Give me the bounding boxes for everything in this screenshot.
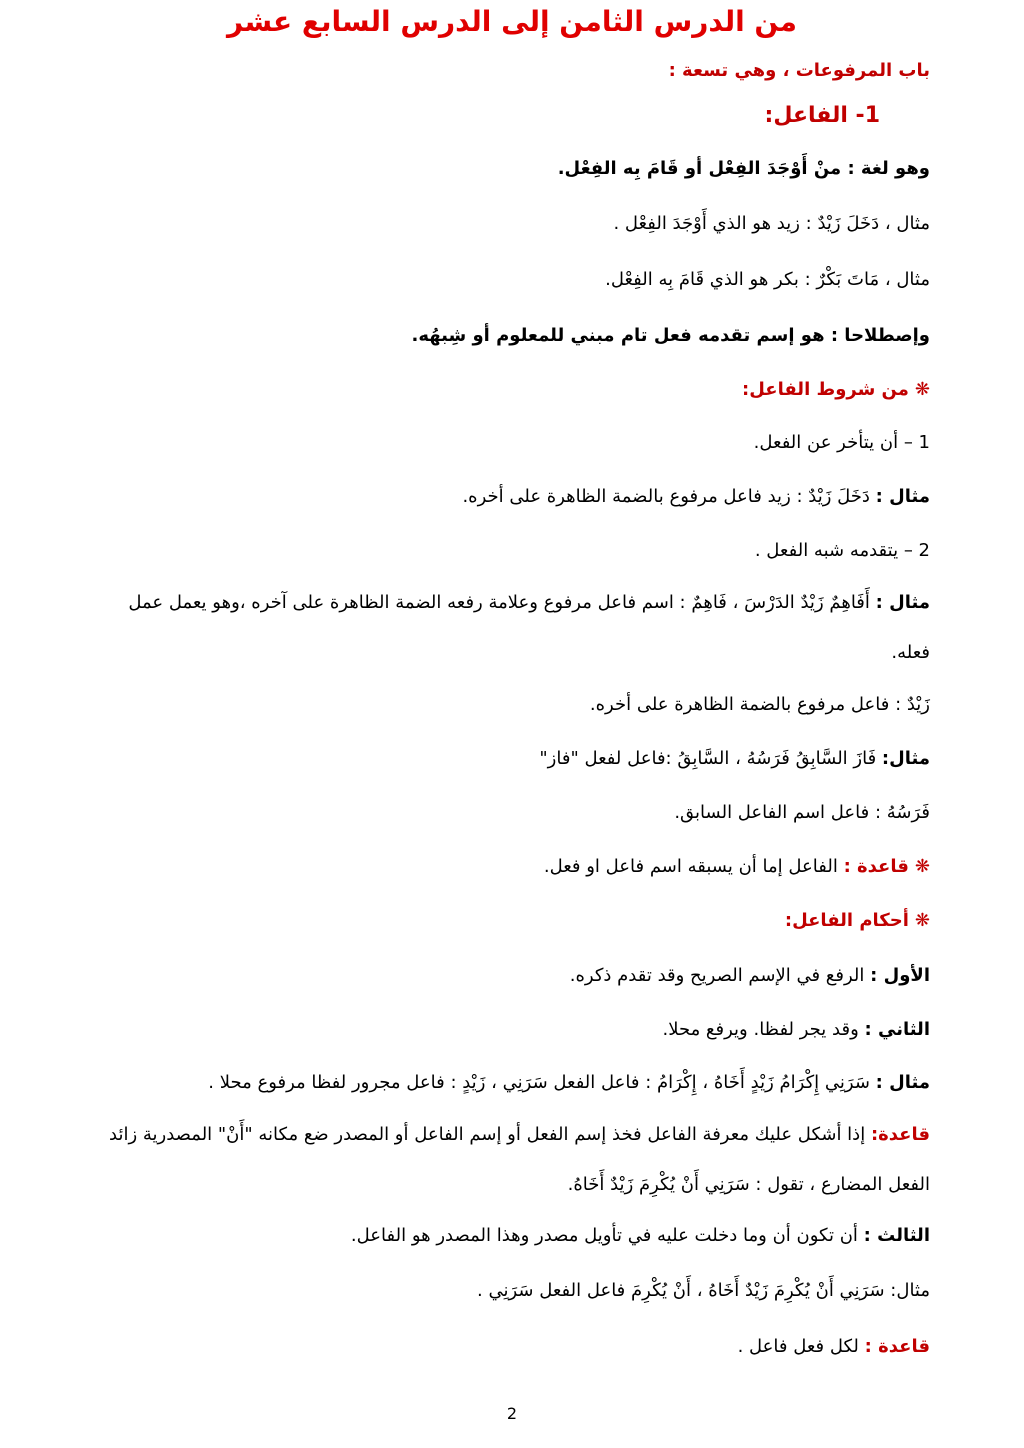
example-text: سَرَنِي إِكْرَامُ زَيْدٍ أَخَاهُ ، إِكْرَامُ : فاعل الفعل سَرَنِي ، زَيْدٍ : فاعل مجرور لفظا مرفوع محلا . xyxy=(208,1072,870,1093)
section-title: الفاعل: xyxy=(764,103,848,128)
ruling-second xyxy=(100,1004,930,1056)
zayd-explanation: زَيْدٌ : فاعل مرفوع بالضمة الظاهرة على أخره. xyxy=(589,694,930,715)
section-number: 1- xyxy=(855,103,880,128)
rule-text: لكل فعل فاعل . xyxy=(737,1336,859,1357)
definition-lugha xyxy=(100,142,930,196)
star-icon: ❋ xyxy=(914,910,930,931)
star-icon: ❋ xyxy=(914,856,930,877)
rule-3 xyxy=(100,1320,930,1374)
conditions-heading xyxy=(100,364,930,416)
example-mata: مثال ، مَاتَ بَكْرٌ : بكر هو الذي قَامَ بِه الفِعْل. xyxy=(605,269,930,290)
definition-istilah-label: وإصطلاحا : xyxy=(830,325,930,346)
rule-2 xyxy=(100,1110,930,1210)
farasuhu-explanation: فَرَسُهُ : فاعل اسم الفاعل السابق. xyxy=(674,802,930,823)
example-label: مثال : xyxy=(875,1072,930,1093)
example-dakhala: مثال ، دَخَلَ زَيْدٌ : زيد هو الذي أَوْجَدَ الفِعْل . xyxy=(613,213,930,234)
ruling-label: الثالث : xyxy=(863,1225,930,1246)
section-heading-fail xyxy=(100,90,880,142)
document-body xyxy=(100,52,930,1374)
rule-label: قاعدة: xyxy=(870,1124,930,1145)
ruling-label: الثاني : xyxy=(864,1019,930,1040)
rulings-heading xyxy=(100,894,930,948)
rulings-heading-text: أحكام الفاعل: xyxy=(784,910,909,931)
example-text: دَخَلَ زَيْدٌ : زيد فاعل مرفوع بالضمة الظاهرة على أخره. xyxy=(462,486,870,507)
rule-label: قاعدة : xyxy=(843,856,909,877)
ruling-label: الأول : xyxy=(870,965,930,986)
example-label: مثال: xyxy=(881,748,930,769)
condition-1-example xyxy=(100,470,930,524)
condition-2-example2 xyxy=(100,732,930,786)
example-label: مثال : xyxy=(875,486,930,507)
definition-lugha-text: منْ أَوْجَدَ الفِعْل أو قَامَ بِه الفِعْل. xyxy=(557,158,842,179)
page-title: من الدرس الثامن إلى الدرس السابع عشر xyxy=(227,5,797,38)
example-label: مثال : xyxy=(875,592,930,613)
ruling-text: الرفع في الإسم الصريح وقد تقدم ذكره. xyxy=(569,965,865,986)
ruling-third xyxy=(100,1210,930,1262)
ruling-third-example: مثال: سَرَنِي أَنْ يُكْرِمَ زَيْدٌ أَخَاهُ ، أَنْ يُكْرِمَ فاعل الفعل سَرَنِي . xyxy=(477,1280,930,1301)
definition-istilah-text: هو إسم تقدمه فعل تام مبني للمعلوم أو شِبهُه. xyxy=(411,325,825,346)
star-icon: ❋ xyxy=(914,379,930,400)
definition-lugha-label: وهو لغة : xyxy=(847,158,930,179)
example-text: أَفَاهِمٌ زَيْدٌ الدَرْسَ ، فَاهِمٌ : اسم فاعل مرفوع وعلامة رفعه الضمة الظاهرة على آخره ،وهو يعمل عمل فعله. xyxy=(128,592,930,663)
condition-1: 1 – أن يتأخر عن الفعل. xyxy=(753,432,930,453)
definition-istilah xyxy=(100,308,930,364)
ruling-second-example xyxy=(100,1056,930,1110)
example-text: فَازَ السَّابِقُ فَرَسُهُ ، السَّابِقُ :فاعل لفعل "فاز" xyxy=(539,748,877,769)
rule-1 xyxy=(100,840,930,894)
rule-text: الفاعل إما أن يسبقه اسم فاعل او فعل. xyxy=(543,856,838,877)
ruling-text: أن تكون أن وما دخلت عليه في تأويل مصدر وهذا المصدر هو الفاعل. xyxy=(350,1225,858,1246)
condition-2: 2 – يتقدمه شبه الفعل . xyxy=(754,540,930,561)
rule-label: قاعدة : xyxy=(864,1336,930,1357)
rule-text: إذا أشكل عليك معرفة الفاعل فخذ إسم الفعل أو إسم الفاعل أو المصدر ضع مكانه "أَنْ" المصدرية زائد الفعل المضارع ، تقول : سَرَنِي أَنْ يُكْرِمَ زَيْدٌ أَخَاهُ. xyxy=(109,1124,930,1195)
condition-2-example xyxy=(100,578,930,678)
page-number: 2 xyxy=(506,1404,518,1423)
conditions-heading-text: من شروط الفاعل: xyxy=(742,379,909,400)
chapter-subtitle: باب المرفوعات ، وهي تسعة : xyxy=(668,60,930,81)
ruling-first xyxy=(100,948,930,1004)
ruling-text: وقد يجر لفظا. ويرفع محلا. xyxy=(662,1019,859,1040)
